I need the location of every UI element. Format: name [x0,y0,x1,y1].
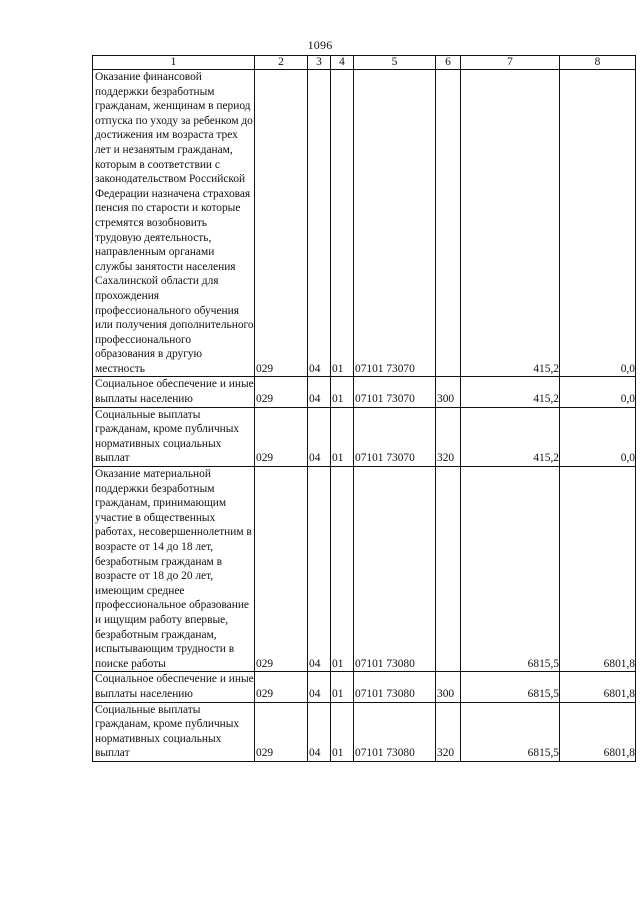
section-code: 04 [308,70,331,377]
section-code: 04 [308,467,331,672]
amount-col8: 6801,8 [560,702,636,761]
table-row [93,70,636,377]
target-article-code: 07101 73080 [354,467,436,672]
target-article-code: 07101 73080 [354,672,436,702]
row-name: Социальные выплаты гражданам, кроме публичных нормативных социальных выплат [93,407,255,466]
section-code: 04 [308,672,331,702]
column-header: 4 [331,56,354,70]
expense-type-code [436,70,461,377]
column-header: 1 [93,56,255,70]
subsection-code: 01 [331,467,354,672]
section-code: 04 [308,407,331,466]
ministry-code: 029 [255,467,308,672]
column-header: 8 [560,56,636,70]
row-name: Оказание финансовой поддержки безработным гражданам, женщинам в период отпуска по уходу за ребенком до достижения им возраста трех лет и незанятым гражданам, которым в соответствии с законодательством Российской Федерации назначена страховая пенсия по старости и которые стремятся возобновить трудовую деятельность, направленным органами службы занятости населения Сахалинской области для прохождения профессионального обучения или получения дополнительного профессионального образования в другую местность [93,70,255,377]
table-row [93,672,636,702]
amount-col7: 6815,5 [461,702,560,761]
ministry-code: 029 [255,672,308,702]
section-code: 04 [308,702,331,761]
subsection-code: 01 [331,377,354,407]
target-article-code: 07101 73070 [354,70,436,377]
subsection-code: 01 [331,672,354,702]
ministry-code: 029 [255,407,308,466]
target-article-code: 07101 73070 [354,407,436,466]
expense-type-code: 300 [436,377,461,407]
ministry-code: 029 [255,70,308,377]
table-row [93,377,636,407]
table-header-row [93,56,636,70]
amount-col8: 6801,8 [560,672,636,702]
column-header: 5 [354,56,436,70]
amount-col7: 415,2 [461,377,560,407]
row-name: Социальные выплаты гражданам, кроме публичных нормативных социальных выплат [93,702,255,761]
amount-col7: 415,2 [461,70,560,377]
page-number: 1096 [307,38,333,52]
column-header: 2 [255,56,308,70]
column-header: 6 [436,56,461,70]
expense-type-code: 300 [436,672,461,702]
row-name: Социальное обеспечение и иные выплаты населению [93,672,255,702]
ministry-code: 029 [255,377,308,407]
ministry-code: 029 [255,702,308,761]
amount-col7: 6815,5 [461,467,560,672]
column-header: 7 [461,56,560,70]
column-header: 3 [308,56,331,70]
amount-col8: 0,0 [560,377,636,407]
table-row [93,407,636,466]
expense-type-code: 320 [436,702,461,761]
amount-col8: 6801,8 [560,467,636,672]
amount-col7: 6815,5 [461,672,560,702]
subsection-code: 01 [331,70,354,377]
expense-type-code [436,467,461,672]
expense-type-code: 320 [436,407,461,466]
subsection-code: 01 [331,407,354,466]
target-article-code: 07101 73080 [354,702,436,761]
amount-col7: 415,2 [461,407,560,466]
section-code: 04 [308,377,331,407]
budget-table [92,55,636,762]
amount-col8: 0,0 [560,70,636,377]
row-name: Оказание материальной поддержки безработным гражданам, принимающим участие в общественных работах, несовершеннолетним в возрасте от 14 до 18 лет, безработным гражданам в возрасте от 18 до 20 лет, имеющим среднее профессиональное образование и ищущим работу впервые, безработным гражданам, испытывающим трудности в поиске работы [93,467,255,672]
subsection-code: 01 [331,702,354,761]
row-name: Социальное обеспечение и иные выплаты населению [93,377,255,407]
amount-col8: 0,0 [560,407,636,466]
target-article-code: 07101 73070 [354,377,436,407]
table-row [93,702,636,761]
table-row [93,467,636,672]
